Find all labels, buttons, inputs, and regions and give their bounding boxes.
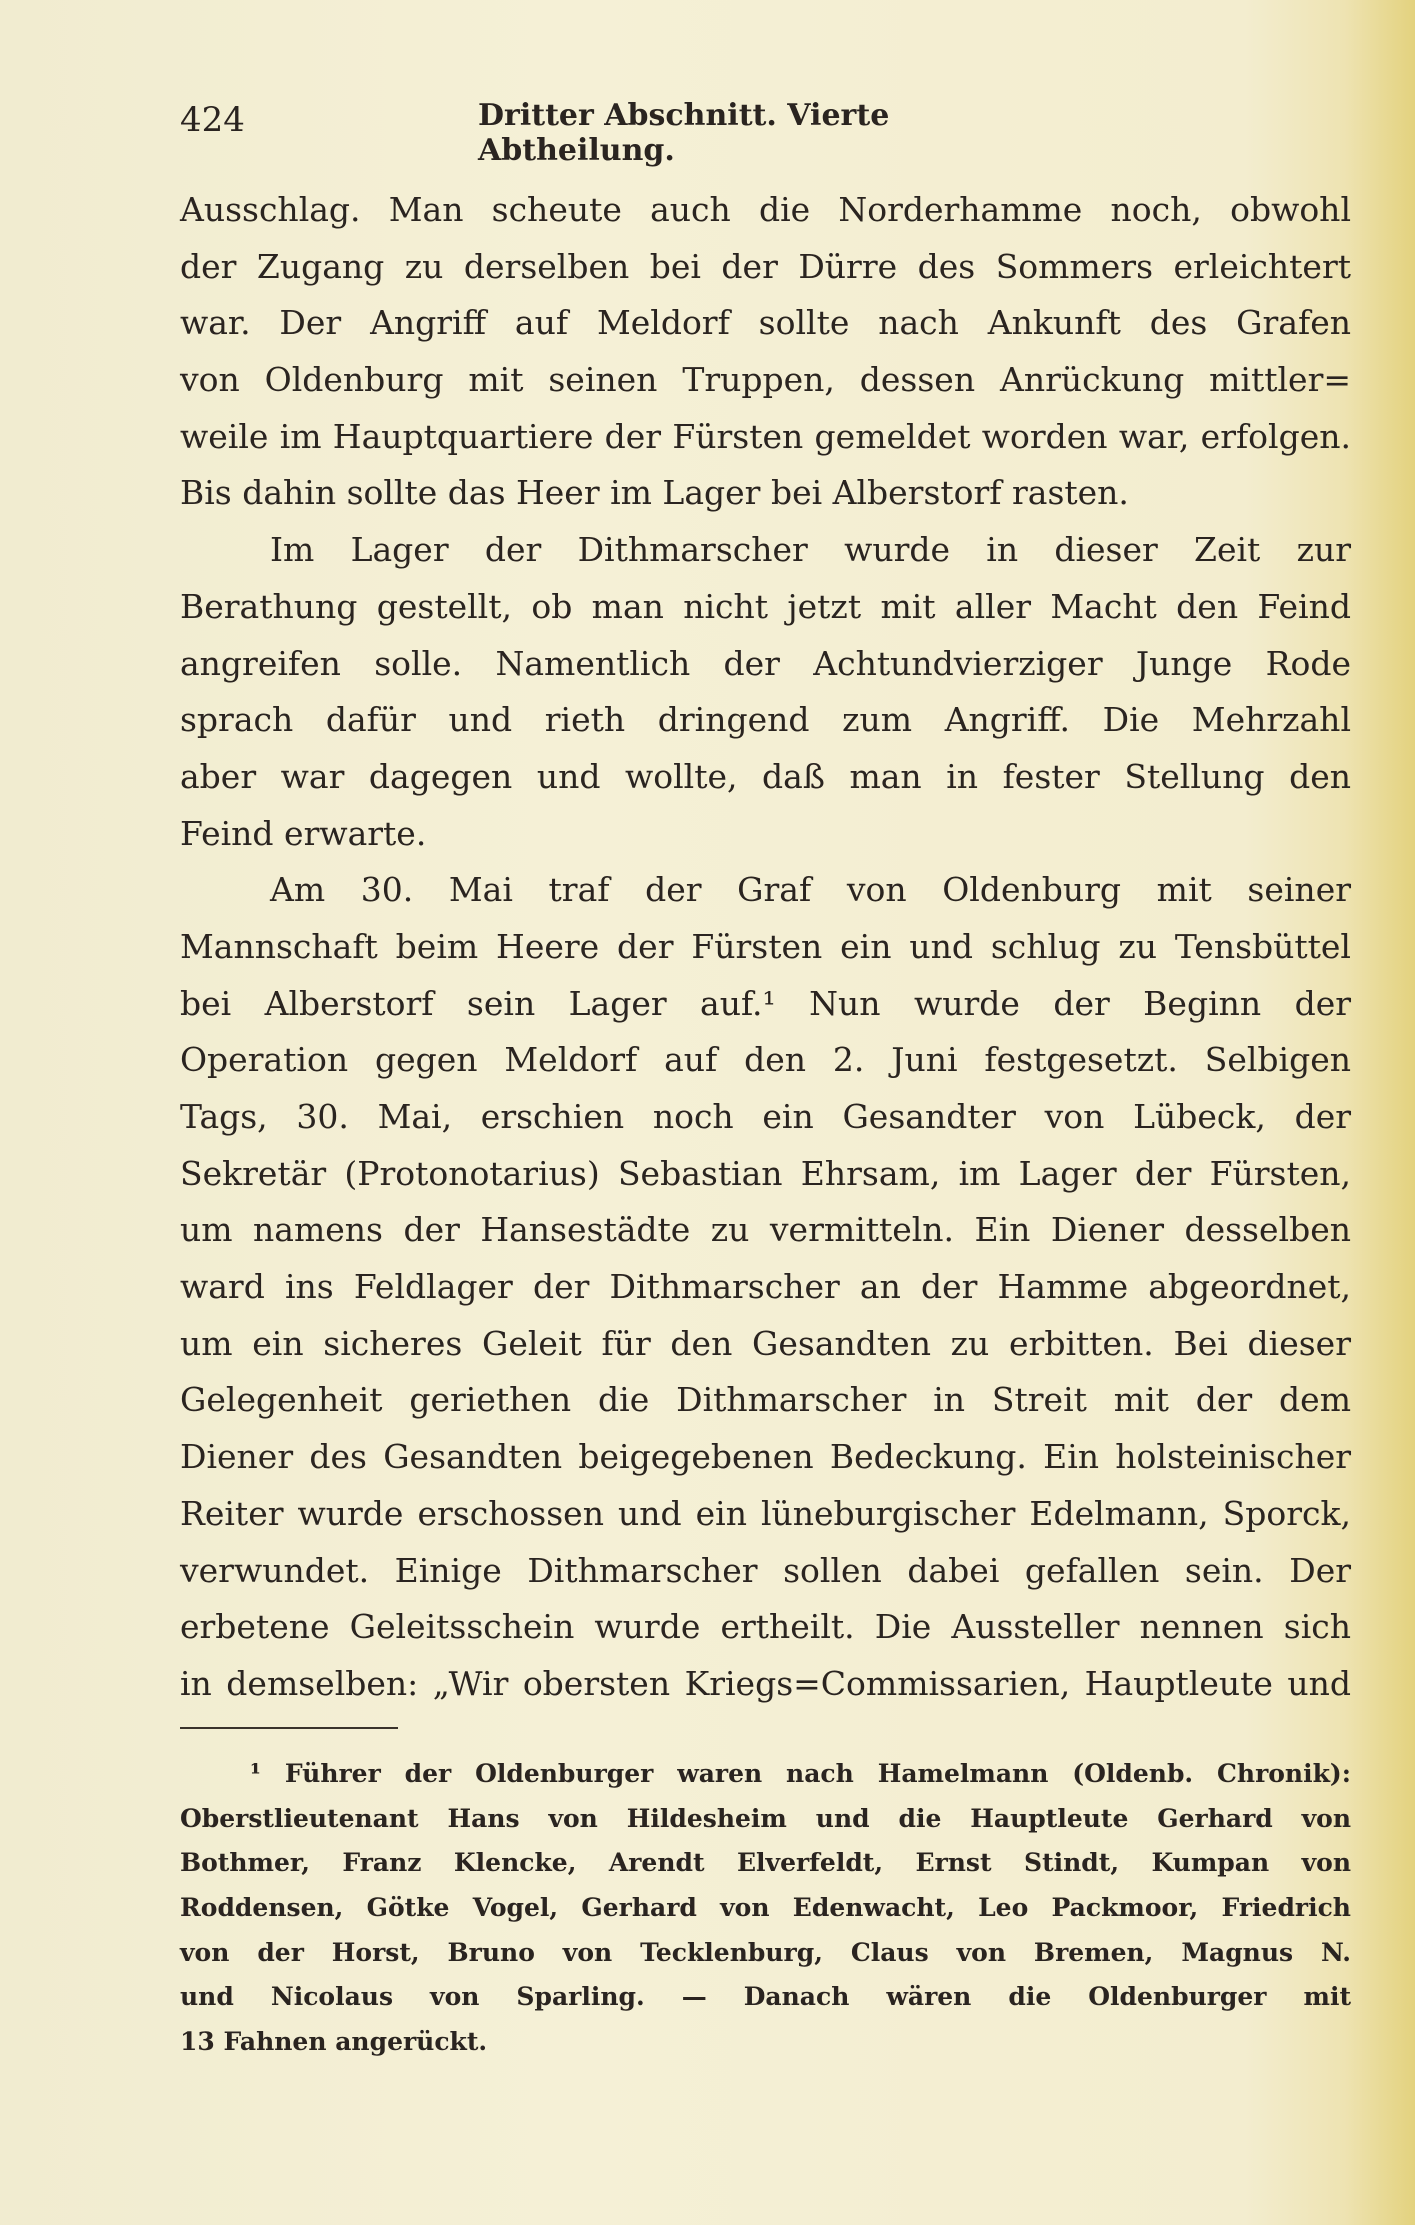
text-line: Diener des Gesandten beigegebenen Bedeckung. Ein holsteinischer bbox=[180, 1437, 1351, 1477]
text-line: verwundet. Einige Dithmarscher sollen dabei gefallen sein. Der bbox=[180, 1550, 1351, 1590]
footnote-line: Roddensen, Götke Vogel, Gerhard von Edenwacht, Leo Packmoor, Friedrich bbox=[180, 1893, 1351, 1923]
text-line: Am 30. Mai traf der Graf von Oldenburg mit seiner bbox=[270, 870, 1351, 910]
text-line: Feind erwarte. bbox=[180, 813, 427, 853]
text-line: Sekretär (Protonotarius) Sebastian Ehrsam, im Lager der Fürsten, bbox=[180, 1153, 1351, 1193]
running-title: Dritter Abschnitt. Vierte Abtheilung. bbox=[478, 98, 890, 168]
text-line: um namens der Hansestädte zu vermitteln. Ein Diener desselben bbox=[180, 1210, 1351, 1250]
footnote-line: ¹ Führer der Oldenburger waren nach Hamelmann (Oldenb. Chronik): bbox=[250, 1759, 1351, 1788]
text-line: um ein sicheres Geleit für den Gesandten zu erbitten. Bei dieser bbox=[180, 1323, 1351, 1363]
text-line: ward ins Feldlager der Dithmarscher an der Hamme abgeordnet, bbox=[180, 1267, 1351, 1307]
body-text bbox=[180, 182, 1351, 1713]
text-line: der Zugang zu derselben bei der Dürre des Sommers erleichtert bbox=[180, 246, 1351, 286]
text-line: Ausschlag. Man scheute auch die Norderhamme noch, obwohl bbox=[180, 190, 1351, 229]
text-line: in demselben: „Wir obersten Kriegs=Commissarien, Hauptleute und bbox=[180, 1663, 1351, 1703]
text-line: Operation gegen Meldorf auf den 2. Juni festgesetzt. Selbigen bbox=[180, 1040, 1351, 1080]
text-line: weile im Hauptquartiere der Fürsten gemeldet worden war, erfolgen. bbox=[180, 416, 1351, 456]
text-line: Tags, 30. Mai, erschien noch ein Gesandter von Lübeck, der bbox=[180, 1097, 1351, 1136]
text-line: von Oldenburg mit seinen Truppen, dessen Anrückung mittler= bbox=[180, 360, 1351, 400]
text-line: war. Der Angriff auf Meldorf sollte nach Ankunft des Grafen bbox=[180, 303, 1351, 343]
footnote-line: Bothmer, Franz Klencke, Arendt Elverfeldt, Ernst Stindt, Kumpan von bbox=[180, 1848, 1351, 1878]
text-line: Berathung gestellt, ob man nicht jetzt mit aller Macht den Feind bbox=[180, 586, 1351, 626]
text-line: Bis dahin sollte das Heer im Lager bei Alberstorf rasten. bbox=[180, 473, 1129, 513]
text-line: aber war dagegen und wollte, daß man in fester Stellung den bbox=[180, 756, 1351, 796]
text-line: angreifen solle. Namentlich der Achtundvierziger Junge Rode bbox=[180, 643, 1351, 683]
text-line: erbetene Geleitsschein wurde ertheilt. Die Aussteller nennen sich bbox=[180, 1607, 1351, 1647]
text-line: Reiter wurde erschossen und ein lüneburgischer Edelmann, Sporck, bbox=[180, 1493, 1351, 1533]
footnote-line: Oberstlieutenant Hans von Hildesheim und die Hauptleute Gerhard von bbox=[180, 1803, 1351, 1833]
footnote-line: 13 Fahnen angerückt. bbox=[180, 2027, 488, 2057]
page-number: 424 bbox=[180, 100, 245, 140]
text-line: Gelegenheit geriethen die Dithmarscher in Streit mit der dem bbox=[180, 1380, 1351, 1420]
text-line: Im Lager der Dithmarscher wurde in dieser Zeit zur bbox=[270, 530, 1351, 570]
text-line: Mannschaft beim Heere der Fürsten ein und schlug zu Tensbüttel bbox=[180, 926, 1351, 966]
footnote-line: von der Horst, Bruno von Tecklenburg, Claus von Bremen, Magnus N. bbox=[180, 1937, 1351, 1967]
text-line: bei Alberstorf sein Lager auf.¹ Nun wurde der Beginn der bbox=[180, 983, 1351, 1023]
footnote-line: und Nicolaus von Sparling. — Danach wären die Oldenburger mit bbox=[180, 1982, 1351, 2012]
footnote-divider bbox=[180, 1727, 398, 1729]
text-line: sprach dafür und rieth dringend zum Angriff. Die Mehrzahl bbox=[180, 700, 1351, 740]
footnote bbox=[180, 1752, 1351, 2065]
